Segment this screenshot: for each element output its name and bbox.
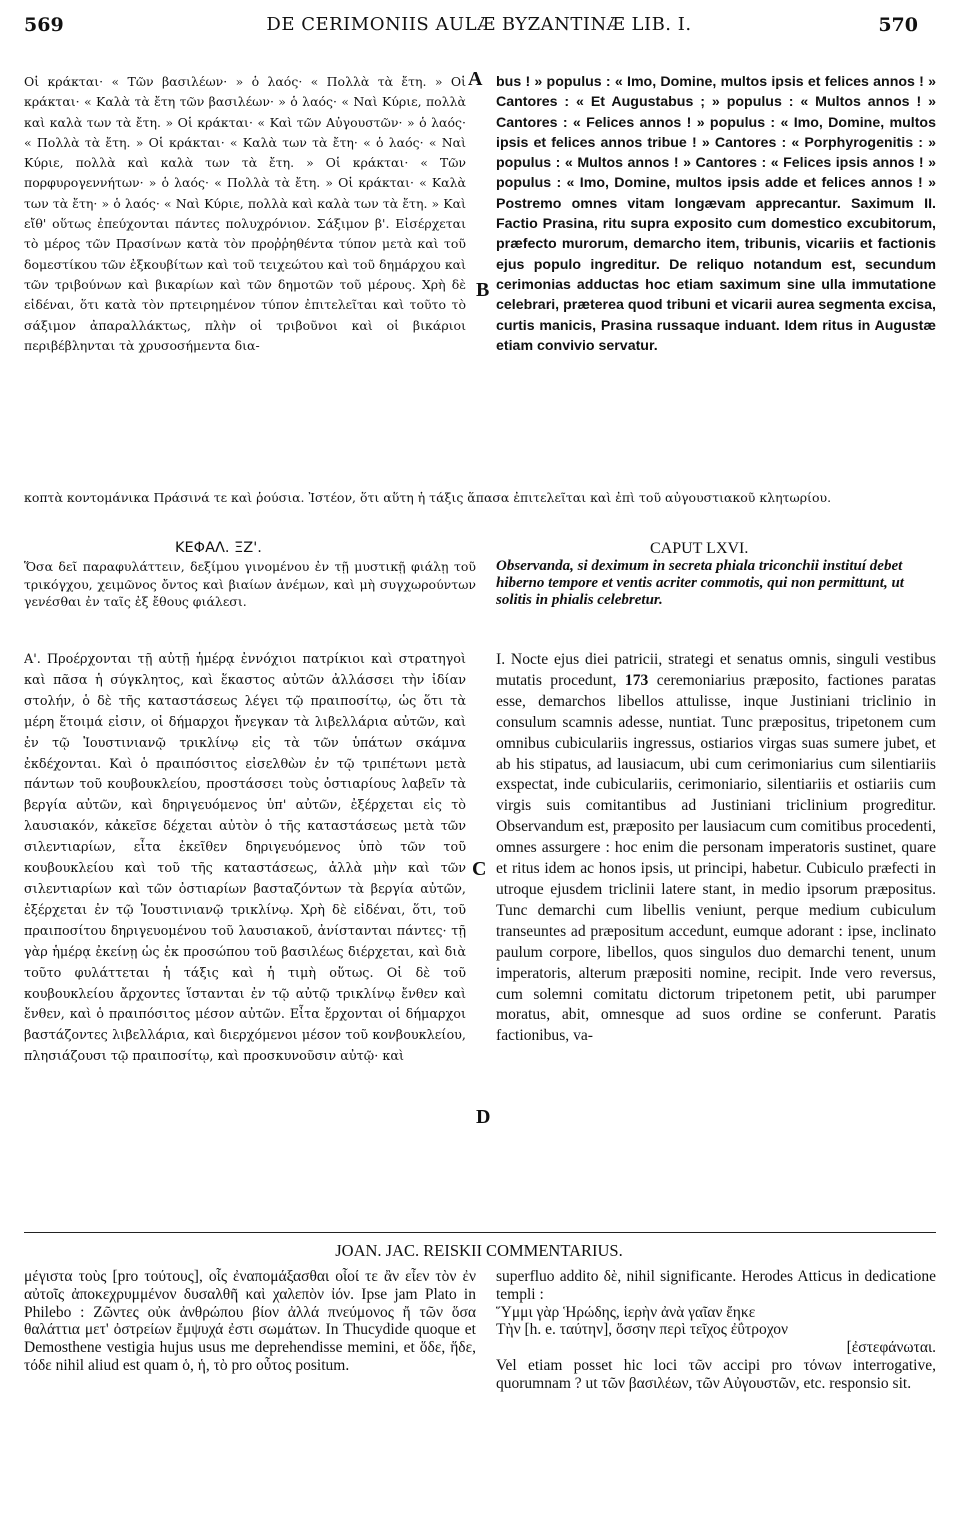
latin-text-chapter — [496, 650, 936, 1225]
greek-text-upper: Οἱ κράκται· « Τῶν βασιλέων· » ὁ λαός· « Πολλὰ τὰ ἔτη. » Οἱ κράκται· « Καλὰ τὰ ἔτη τῶν βασιλέων· » ὁ λαός· « Ναὶ Κύριε, πολλὰ καὶ καλὰ των τὰ ἔτη. » Οἱ κράκται· « Καὶ τῶν Αὐγουστῶν· » ὁ λαός· « Πολλὰ τὰ ἔτη. » Οἱ κράκται· « Καλὰ των τὰ ἔτη· « ὁ λαός· « Ναὶ Κύριε, πολλὰ καὶ καλὰ των τὰ ἔτη. » Οἱ κράκται· « Τῶν πορφυρογεννήτων· » ὁ λαός· « Πολλὰ τὰ ἔτη. » Οἱ κράκται· « Καλὰ των τὰ ἔτη· » ὁ λαός· « Ναὶ Κύριε, πολλὰ καὶ καλὰ των τὰ ἔτη. » Καὶ εἴθ' οὕτως ἐπεύχονται πάντες πολυχρόνιον. Σάξιμον β'. Εἰσέρχεται τὸ μέρος τῶν Πρασίνων κατὰ τὸν προῤῥηθέντα τύπον μετὰ καὶ τοῦ δομεστίκου τῶν ἐξκουβίτων καὶ τοῦ τειχεώτου καὶ τοῦ δημάρχου καὶ τῶν τριβούνων καὶ βικαρίων καὶ τῶν δημοτῶν τοῦ μέρους. Χρὴ δὲ εἰδέναι, ὅτι κατὰ τὸν πρτειρημένον τύπον ἐπιτελεῖται καὶ τοῦτο τὸ σάξιμον ἀπαραλλάκτως, πλὴν οἱ τριβοῦνοι καὶ οἱ βικάριοι περιβέβληνται τὰ χρυσοσήμεντα δια- — [24, 74, 466, 353]
chapter-heading-greek: ΚΕΦΑΛ. ΞΖ'. — [175, 540, 262, 556]
running-title: DE CERIMONIIS AULÆ BYZANTINÆ LIB. I. — [266, 14, 692, 35]
page-number-right: 570 — [878, 14, 918, 36]
greek-text-chapter: Α'. Προέρχονται τῇ αὐτῇ ἡμέρᾳ ἐννόχιοι πατρίκιοι καὶ στρατηγοὶ καὶ πᾶσα ἡ σύγκλητος, καὶ ἕκαστος αὐτῶν ἀλλάσσει τὴν ἰδίαν στολήν, ὁ δὲ τῆς καταστάσεως λέγει τῷ πραιποσίτῳ, ὡς ὅτι τὰ μέρη ἕτοιμά εἰσιν, οἱ δήμαρχοι ἤνεγκαν τὰ λιβελλάρια αὐτῶν, καὶ ἐν τῷ Ἰουστινιανῷ τρικλίνῳ εἰς τὰ τῶν ὑπάτων σκάμνα ἐκδέχονται. Καὶ ὁ πραιπόσιτος εἰσελθὼν ἐν τῷ τριπέτωνι μετὰ πάντων τοῦ κουβουκλείου, προστάσσει τοὺς ὀστιαρίους λαβεῖν τὰ βεργία αὐτῶν, καὶ δηριγευόμενος ὑπ' αὐτῶν, ἐξέρχεται εἰς τὸ λαυσιακόν, κἀκεῖσε δέχεται αὐτὸν ὁ τῆς καταστάσεως μετὰ τῶν σιλεντιαρίων, εἶτα ἐκεῖθεν δηριγευόμενος ὑπὸ τῶν τοῦ κουβουκλείου καὶ τοῦ τῆς καταστάσεως, ἀλλὰ μὴν καὶ τῶν σιλεντιαρίων καὶ τῶν ὀστιαρίων βασταζόντων τὰ βεργία αὐτῶν, ἐξέρχεται ἐν τῷ Ἰουστινιανῷ τρικλίνῳ. Χρὴ δὲ εἰδέναι, ὅτι, τοῦ πραιποσίτου δηριγευομένου τοῦ λαυσιακοῦ, ἀνίστανται πάντες· τῇ γὰρ ἡμέρᾳ ἐκείνῃ ὡς ἐκ προσώπου τοῦ βασιλέως διέρχεται, καὶ διὰ τοῦτο φυλάττεται ἡ τάξις καὶ ἡ τιμὴ οὕτως. Οἱ δὲ τοῦ κουβουκλείου ἄρχοντες ἵστανται ἐν τῷ αὐτῷ τρικλίνῳ ἔνθεν καὶ ἔνθεν, καὶ ὁ πραιπόσιτος μέσον αὐτῶν. Εἶτα ἔρχονται οἱ δήμαρχοι βαστάζοντες λιβελλάρια, καὶ διερχόμενοι μέσον τοῦ κονβουκλείου, πλησιάζουσι τῷ πραιποσίτῳ, καὶ προσκυνοῦσιν αὐτῷ· καὶ — [24, 652, 466, 1065]
margin-letter-b: B — [476, 279, 490, 301]
commentary-right — [496, 1268, 936, 1393]
commentary-quote-line: Ὕμμι γὰρ Ἡρώδης, ἱερὴν ἀνὰ γαῖαν ἔηκε — [496, 1303, 756, 1321]
page-number-left: 569 — [24, 14, 64, 36]
margin-letter-c: C — [472, 858, 487, 880]
latin-text-upper: bus ! » populus : « Imo, Domine, multos ipsis et felices annos ! » Cantores : « Et Augustabus ; » populus : « Multos annos ! » Cantores : « Felices annos ! » populus : « Imo, Domine, multos ipsis et felices annos tribue ! » Cantores : « Porphyrogenitis : » populus : « Multos annos ! » Cantores : « Felices ipsis annos ! » populus : « Imo, Domine, multos ipsis adde et felices annos ! » Postremo omnes vitam longævam apprecantur. Saximum II. Factio Prasina, ritu supra exposito cum domestico excubitorum, præfecto murorum, demarcho item, tribunis, vicariis et factionis ejus populo ingreditur. De reliquo notandum est, secundum cerimonias adductas hoc etiam saximum sine ulla immutatione celebrari, præterea quod tribuni et vicarii aurea segmenta excisa, curtis manicis, Prasina russaque induant. Idem ritus in Augustæ etiam convivio servatur. — [496, 74, 936, 354]
chapter-summary-latin: Observanda, si deximum in secreta phiala triconchii instituí debet hiberno tempore et ventis acriter commotis, qui non permittunt, ut solitis in phialis celebretur. — [496, 558, 904, 608]
chapter-heading-latin: CAPUT LXVI. — [650, 540, 749, 557]
commentary-quote-line: Τὴν [h. e. ταύτην], ὅσσην περὶ τεῖχος ἐΰτροχον — [496, 1321, 788, 1339]
chapter-summary-greek: Ὅσα δεῖ παραφυλάττειν, δεξίμου γινομένου ἐν τῇ μυστικῇ φιάλῃ τοῦ τρικόγχου, χειμῶνος ὄντος καὶ βιαίων ἀνέμων, καὶ μὴ συγχωρούντων γενέσθαι ἐν ταῖς ἐξ ἔθους φιάλεσι. — [24, 559, 476, 609]
latin-body-start: I. Nocte ejus diei patricii, strategi et senatus omnis, singuli vestibus mutatis procedunt, — [496, 651, 936, 689]
commentary-quote-line: [ἐστεφάνωται. — [846, 1339, 936, 1357]
margin-letter-a: A — [468, 68, 483, 90]
commentary-right-line: superfluo addito δὲ, nihil significante. Herodes Atticus in dedicatione templi : — [496, 1268, 936, 1303]
commentary-left: μέγιστα τοὺς [pro τούτους], οἷς ἐναπομάξασθαι οἷοί τε ἂν εἶεν τὸν ἐν αὐτοῖς ἀποκεχρυμμένον δυσαλθῆ καὶ χαλεπὸν ἰόν. Ipse jam Plato in Philebo : Ζῶντες οὐκ ἀνθρώπου βίον ἀλλά πνεύμονος ἤ τῶν ὅσα θαλάττια μετ' ὀστρείων ἔμψυχά ἐστι σωμάτων. In Thucydide quoque et Demosthene vestigia hujus usus me deprehendisse memini, et ὅδε, ἥδε, τόδε nihil aliud est quam ὁ, ἡ, τὸ pro οὗτος positum. — [24, 1268, 476, 1374]
page-header — [0, 14, 958, 44]
margin-letter-d: D — [476, 1106, 491, 1128]
page-marker: 173 — [624, 671, 649, 689]
latin-body-rest: ceremoniarius præposito, factiones paratas esse, demarchos libellos attulisse, inque Justiniani triclinio in consulum scamnis adesse, nuntiat. Tunc præpositus, tripetonem cum omnibus cubiculariis ingressus, ostiarios virgas suas sumere jubet, et ab his stipatus, ad lausiacum, ubi cum cerimoniarius cum silentiariis exspectat, inde cubiculariis, cerimoniario, silentiariis et ostiariis cum virgis suis comitantibus ad Justiniani triclinium progreditur. Observandum est, præposito per lausiacum cum comitibus procedenti, omnes assurgere : hoc enim die personam imperatoris sustinet, quare et ritus idem ac honos ipsis, ut principi, habetur. Cubiculo præfecti in utroque ejusdem triclinii latere stant, in medio ipsorum præpositus. Tunc demarchi cum libellis veniunt, perque medium cubiculum transeuntes ad præpositum accedunt, eumque adorant : ipse, inclinato paulum corpore, libellos, quos singulos duo demarchi tenent, unum imperatoris, alterum præpositi nomine, recipit. Inde vero reversus, cum solemni comitatu dictorum tripetonem petit, ubi parumper moratus, abit, omnesque ad suos ordine se conferunt. Paratis factionibus, va- — [496, 671, 936, 1045]
commentary-right-line: Vel etiam posset hic loci τῶν accipi pro τόνων interrogative, quorumnam ? ut τῶν βασιλέων, τῶν Αὐγουστῶν, etc. responsio sit. — [496, 1356, 936, 1392]
commentary-title: JOAN. JAC. REISKII COMMENTARIUS. — [335, 1241, 623, 1260]
commentary-divider — [24, 1232, 936, 1233]
greek-text-full-width: κοπτὰ κοντομάνικα Πράσινά τε καὶ ῥούσια. Ἰστέον, ὅτι αὕτη ἡ τάξις ἅπασα ἐπιτελεῖται καὶ ἐπὶ τοῦ αὐγουστιακοῦ κλητωρίου. — [24, 490, 832, 505]
